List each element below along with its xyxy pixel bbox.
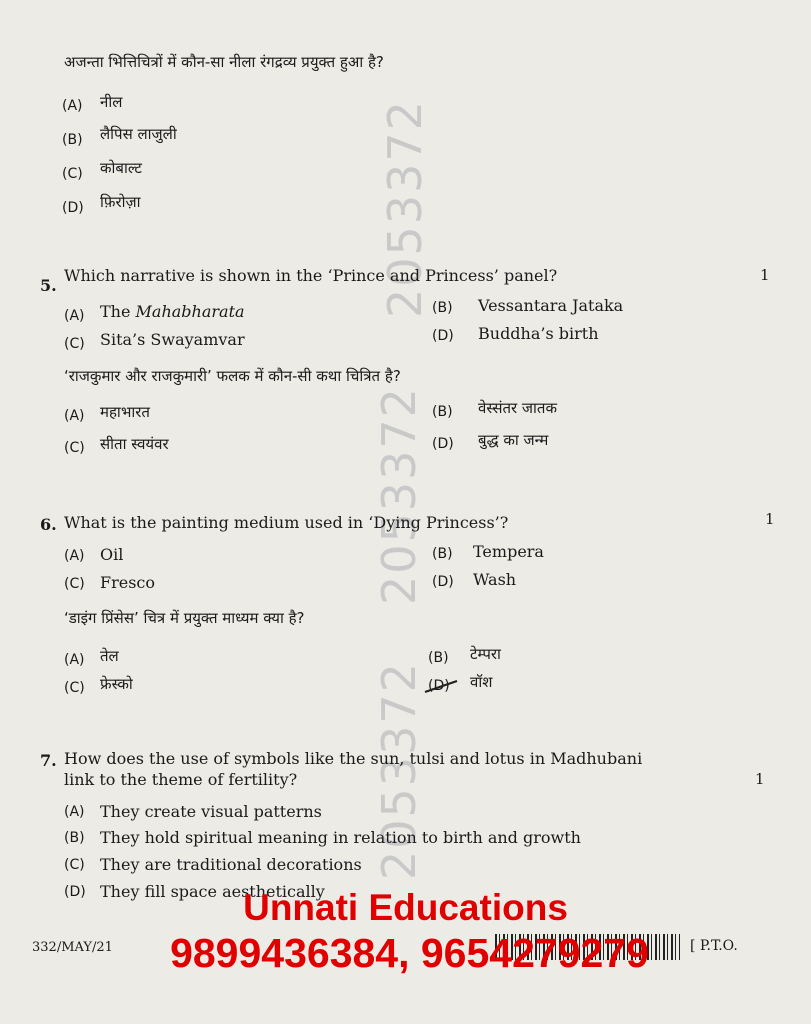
q6-number: 6. <box>40 515 57 534</box>
q5-option-b: Vessantara Jataka <box>478 296 624 315</box>
q5-question: Which narrative is shown in the ‘Prince and Princess’ panel? <box>64 266 558 285</box>
q5-option-a: The Mahabharata <box>100 302 245 321</box>
q4-hi-option-d-letter: (D) <box>62 200 84 216</box>
q4-hi-option-c-letter: (C) <box>62 166 83 182</box>
q5-hi-option-a: महाभारत <box>100 403 150 421</box>
q7-option-a-letter: (A) <box>64 804 85 820</box>
q4-hi-option-b: लैपिस लाजुली <box>100 125 177 143</box>
q7-option-b: They hold spiritual meaning in relation to birth and growth <box>100 828 581 847</box>
q7-question-line1: How does the use of symbols like the sun, tulsi and lotus in Madhubani <box>64 749 643 768</box>
q5-hi-option-a-letter: (A) <box>64 408 85 424</box>
q5-option-d-letter: (D) <box>432 328 454 344</box>
q7-option-b-letter: (B) <box>64 830 85 846</box>
q4-hi-option-d: फ़िरोज़ा <box>100 193 141 211</box>
q6-hi-option-a: तेल <box>100 647 119 665</box>
q6-option-a-letter: (A) <box>64 548 85 564</box>
q6-hi-option-a-letter: (A) <box>64 652 85 668</box>
q7-marks: 1 <box>755 770 765 788</box>
q5-marks: 1 <box>760 266 770 284</box>
footer-code: 332/MAY/21 <box>32 940 113 955</box>
q5-option-c: Sita’s Swayamvar <box>100 330 245 349</box>
q6-hindi-question: ‘डाइंग प्रिंसेस’ चित्र में प्रयुक्त माध्यम क्या है? <box>64 609 305 627</box>
q6-option-c: Fresco <box>100 573 156 592</box>
q6-hi-option-d: वॉश <box>470 673 493 691</box>
q5-option-c-letter: (C) <box>64 336 85 352</box>
q7-question-line2: link to the theme of fertility? <box>64 770 298 789</box>
q6-marks: 1 <box>765 510 775 528</box>
q6-hi-option-c: फ्रेस्को <box>100 675 133 693</box>
q6-option-b-letter: (B) <box>432 546 453 562</box>
q6-question: What is the painting medium used in ‘Dying Princess’? <box>64 513 509 532</box>
watermark-3: 2053372 <box>372 661 426 880</box>
q5-hi-option-b-letter: (B) <box>432 404 453 420</box>
q5-hindi-question: ‘राजकुमार और राजकुमारी’ फलक में कौन-सी कथा चित्रित है? <box>64 367 401 385</box>
q5-option-a-letter: (A) <box>64 308 85 324</box>
q6-hi-option-c-letter: (C) <box>64 680 85 696</box>
watermark-2: 2053372 <box>372 386 426 605</box>
q5-number: 5. <box>40 276 57 295</box>
q6-option-d: Wash <box>473 570 517 589</box>
q7-option-d: They fill space aesthetically <box>100 882 325 901</box>
q7-option-c: They are traditional decorations <box>100 855 362 874</box>
q4-hi-option-a-letter: (A) <box>62 98 83 114</box>
q7-option-c-letter: (C) <box>64 857 85 873</box>
q4-hi-option-b-letter: (B) <box>62 132 83 148</box>
q6-option-a: Oil <box>100 545 124 564</box>
q6-hi-option-d-letter: (D) <box>428 678 450 694</box>
q4-hi-option-a: नील <box>100 93 123 111</box>
brand-phones: 9899436384, 9654279279 <box>170 930 649 976</box>
q6-option-d-letter: (D) <box>432 574 454 590</box>
q5-option-d: Buddha’s birth <box>478 324 599 343</box>
answer-strike-mark <box>423 678 459 696</box>
watermark-1: 2053372 <box>378 99 432 318</box>
q5-hi-option-d: बुद्ध का जन्म <box>478 431 549 449</box>
q5-hi-option-b: वेस्संतर जातक <box>478 399 558 417</box>
brand-name: Unnati Educations <box>243 887 568 928</box>
q7-number: 7. <box>40 751 57 770</box>
q4-hi-option-c: कोबाल्ट <box>100 159 142 177</box>
q5-hi-option-c: सीता स्वयंवर <box>100 435 169 453</box>
q5-hi-option-d-letter: (D) <box>432 436 454 452</box>
q5-hi-option-c-letter: (C) <box>64 440 85 456</box>
q6-hi-option-b-letter: (B) <box>428 650 449 666</box>
q7-option-d-letter: (D) <box>64 884 86 900</box>
q5-option-b-letter: (B) <box>432 300 453 316</box>
q6-option-b: Tempera <box>473 542 544 561</box>
footer-pto: [ P.T.O. <box>690 938 738 954</box>
q6-option-c-letter: (C) <box>64 576 85 592</box>
q7-option-a: They create visual patterns <box>100 802 322 821</box>
q6-hi-option-b: टेम्परा <box>470 645 501 663</box>
q4-hindi-question: अजन्ता भित्तिचित्रों में कौन-सा नीला रंगद्रव्य प्रयुक्त हुआ है? <box>64 53 384 71</box>
